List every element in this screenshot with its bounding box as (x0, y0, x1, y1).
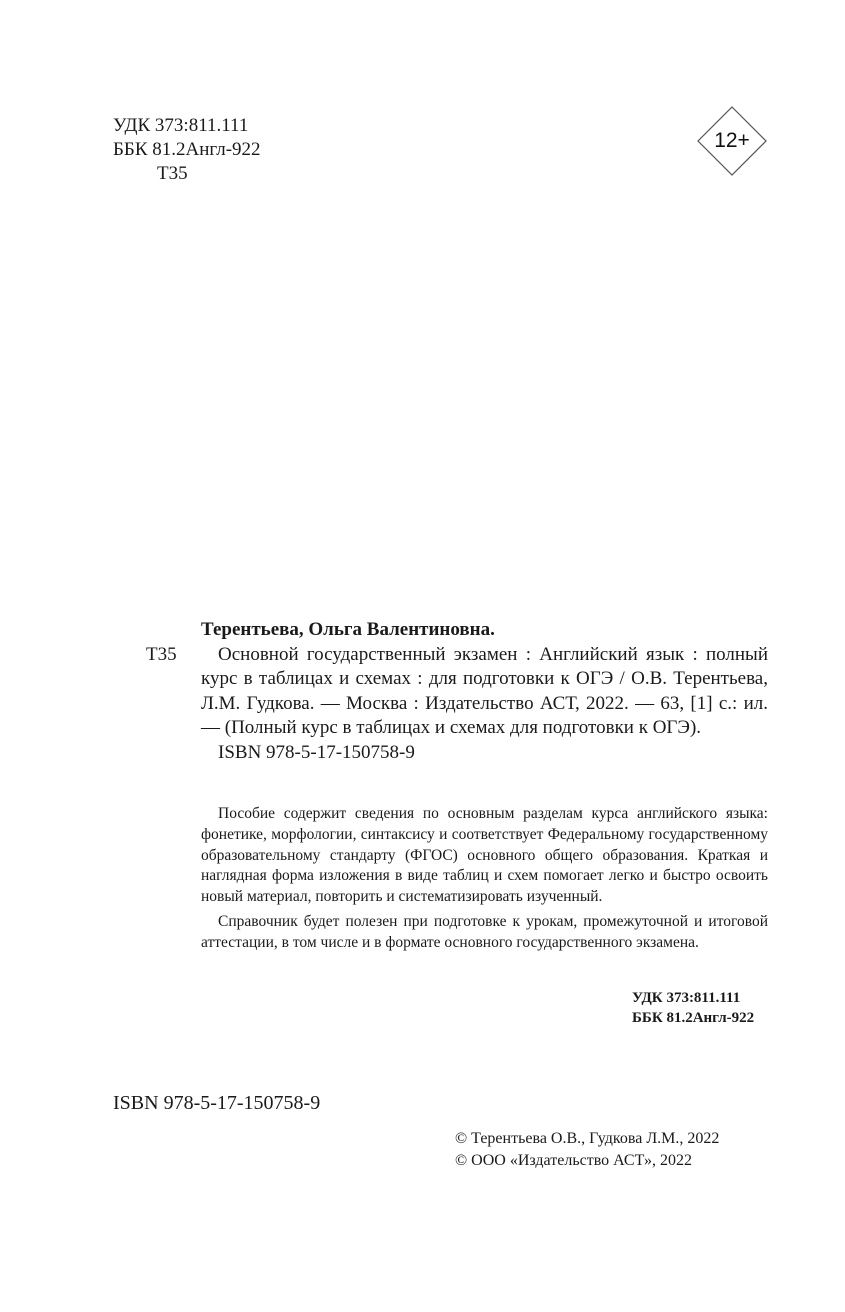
author-heading: Терентьева, Ольга Валентиновна. (201, 619, 495, 640)
annotation (201, 804, 768, 958)
isbn: ISBN 978-5-17-150758-9 (113, 1092, 321, 1114)
classification-block-bottom (632, 988, 754, 1028)
annotation-paragraph: Справочник будет полезен при подготовке к урокам, промежуточной и итоговой аттестации, в том числе и в формате основного государственного экзамена. (201, 912, 768, 951)
copyright-publisher: © ООО «Издательство АСТ», 2022 (455, 1152, 692, 1169)
annotation-paragraph: Пособие содержит сведения по основным разделам курса английского языка: фонетике, морфологии, синтаксису и соответствует Федеральному государственному образовательному стандарту (ФГОС) основного общего образования. Краткая и наглядная форма изложения в виде таблиц и схем помогает легко и быстро освоить новый материал, повторить и систематизировать изученный. (201, 805, 768, 906)
bbk-code: ББК 81.2Англ-922 (113, 139, 261, 160)
udk-code-bottom: УДК 373:811.111 (632, 990, 741, 1006)
bibliographic-description: Основной государственный экзамен : Английский язык : полный курс в таблицах и схемах : для подготовки к ОГЭ / О.В. Терентьева, Л.М. Гудкова. — Москва : Издательство АСТ, 2022. — 63, [1] с.: ил. — (Полный курс в таблицах и схемах для подготовки к ОГЭ). (201, 643, 768, 739)
record-isbn: ISBN 978-5-17-150758-9 (218, 741, 415, 763)
author-mark: Т35 (157, 163, 188, 184)
age-rating-label: 12+ (714, 129, 750, 152)
copyright-authors: © Терентьева О.В., Гудкова Л.М., 2022 (455, 1130, 720, 1147)
bbk-code-bottom: ББК 81.2Англ-922 (632, 1010, 755, 1026)
copyright-block (455, 1128, 719, 1172)
classification-block-top (113, 114, 261, 186)
udk-code: УДК 373:811.111 (113, 115, 249, 136)
description-row (146, 643, 768, 741)
author-mark-side: Т35 (146, 643, 177, 665)
age-rating-badge (697, 106, 767, 176)
bibliographic-record (146, 618, 768, 766)
